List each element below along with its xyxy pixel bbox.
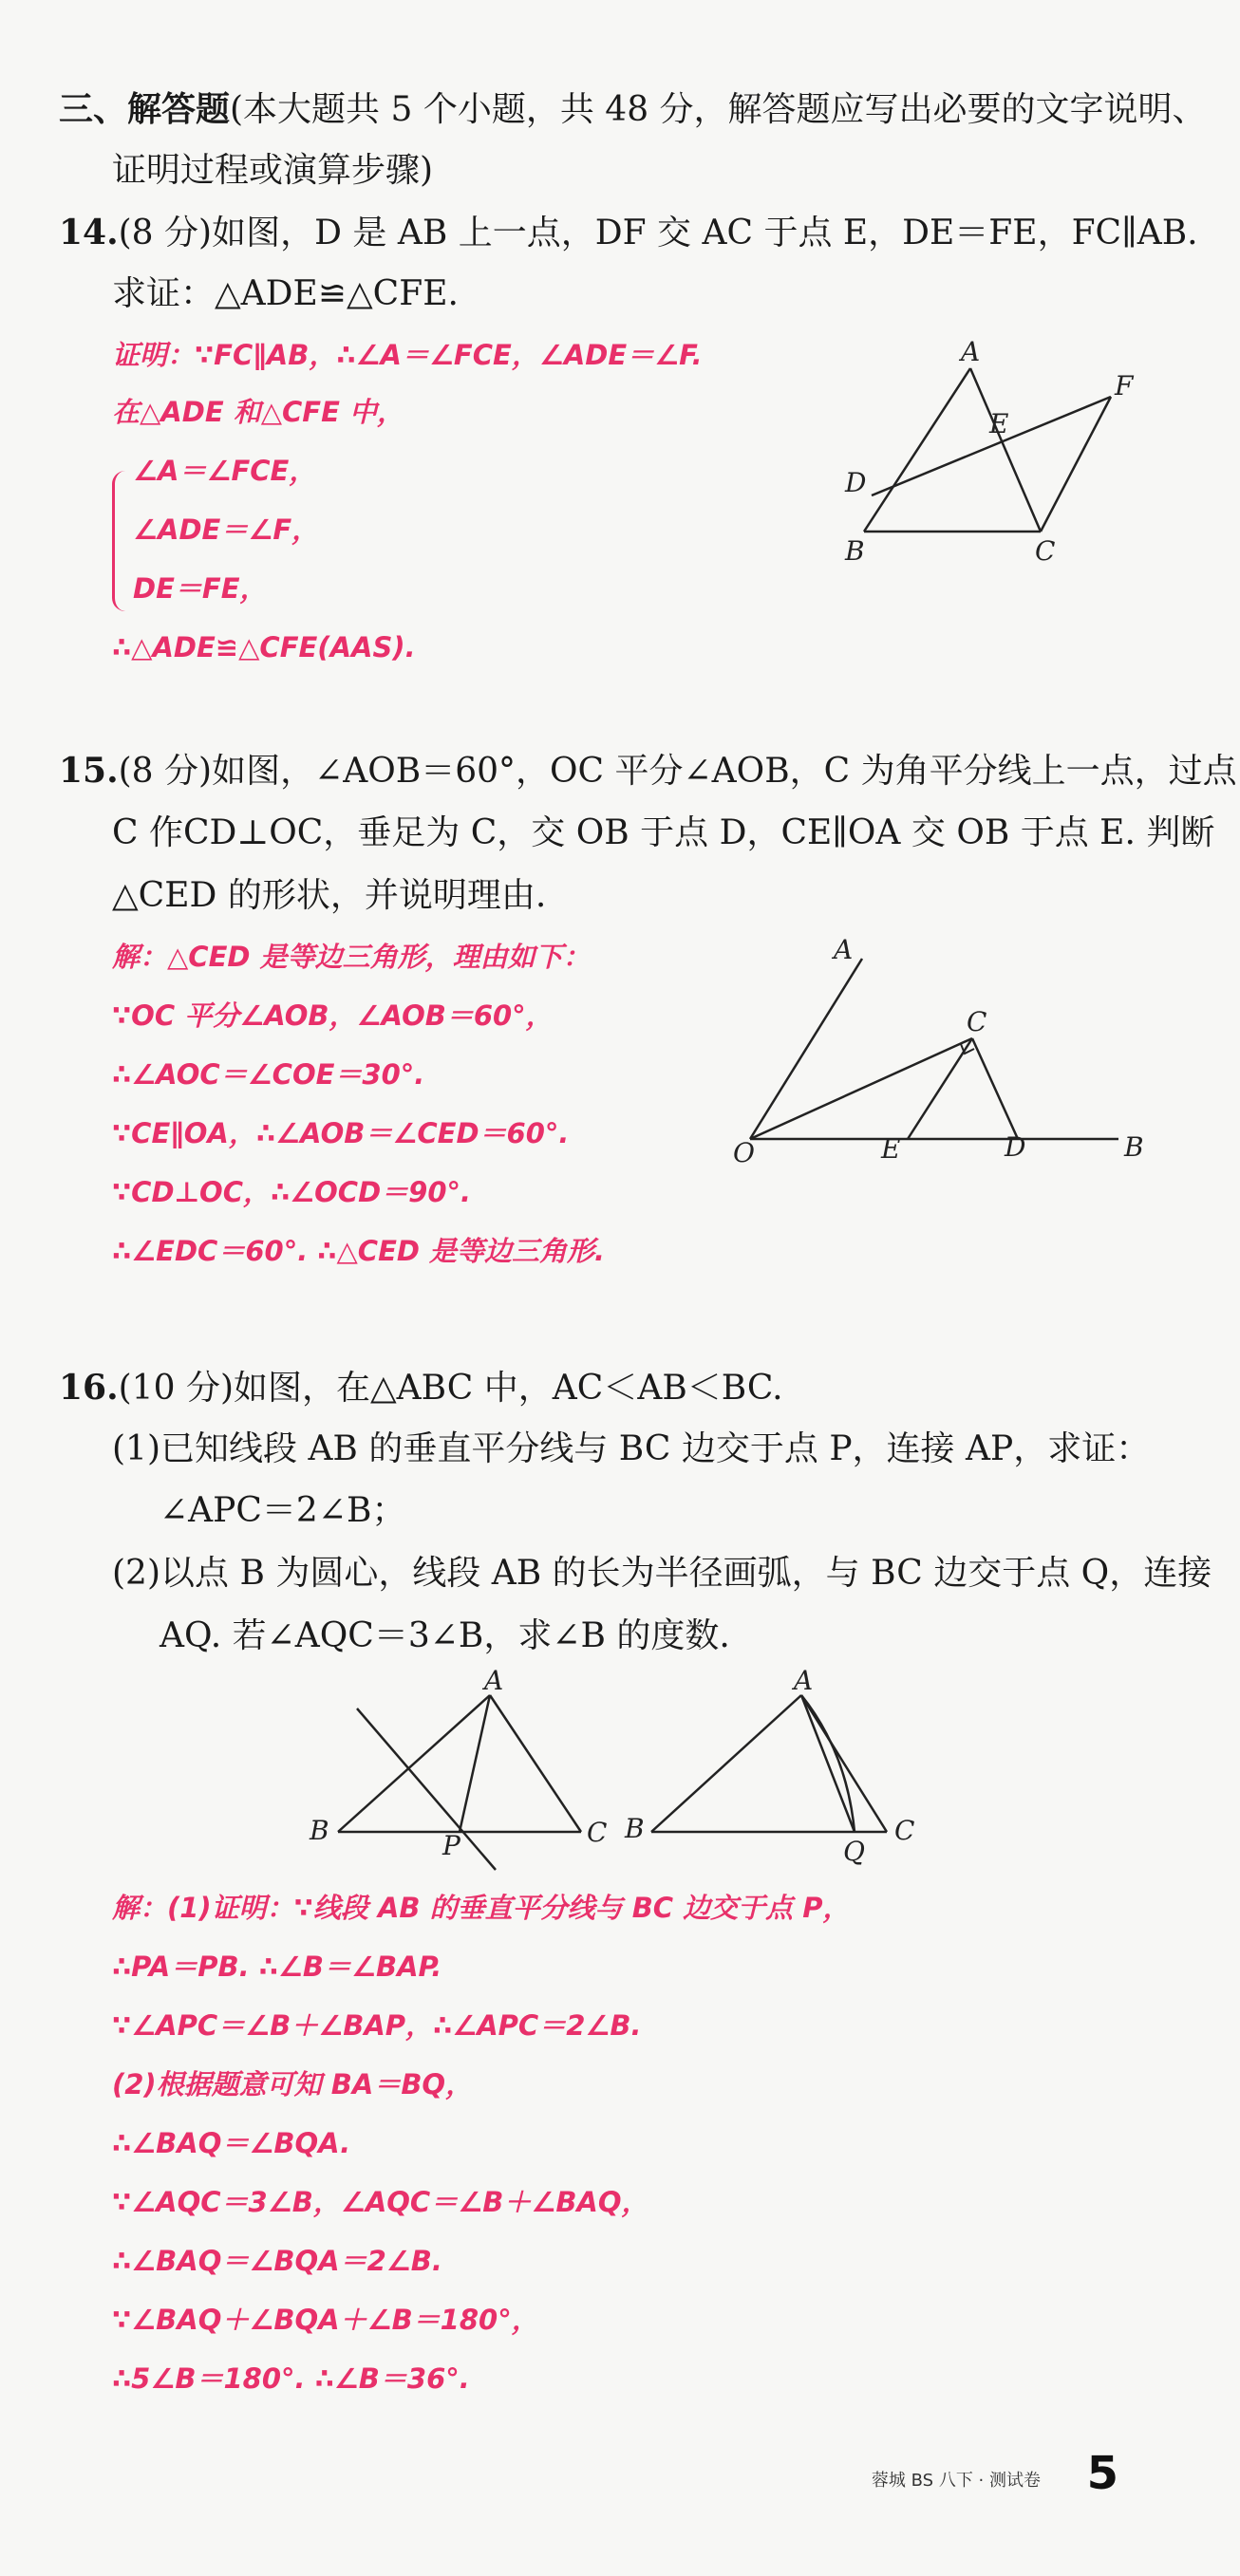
- q16-answer-line: 解：(1)证明：∵线段 AB 的垂直平分线与 BC 边交于点 P，: [112, 1892, 851, 1924]
- q15-figure: [722, 934, 1158, 1177]
- q15-label-d: D: [1005, 1131, 1026, 1163]
- q16-line3: ∠APC＝2∠B；: [160, 1491, 406, 1530]
- q14-answer-line: 在△ADE 和△CFE 中，: [112, 396, 405, 428]
- section-title: 三、解答题: [59, 89, 231, 129]
- q16-fig2-label-q: Q: [843, 1836, 865, 1867]
- q15-line1: [59, 750, 1237, 793]
- q14-label-a: A: [961, 336, 981, 367]
- q16-text1: (10 分)如图，在△ABC 中，AC＜AB＜BC.: [118, 1369, 783, 1408]
- q15-ray-oa: [750, 959, 862, 1139]
- q14-line2: 求证：△ADE≌△CFE.: [112, 274, 459, 313]
- q16-answer-line: ∴5∠B＝180°. ∴∠B＝36°.: [112, 2362, 470, 2395]
- q14-label-d: D: [845, 467, 867, 498]
- q16-figure-2: [617, 1665, 921, 1898]
- q16-fig1-label-c: C: [587, 1817, 608, 1848]
- q14-answer-brace: [112, 471, 128, 611]
- q14-label-f: F: [1115, 370, 1134, 401]
- q14-answer-line: DE＝FE，: [133, 572, 268, 605]
- q16-answer-line: ∵∠AQC＝3∠B，∠AQC＝∠B＋∠BAQ，: [112, 2186, 649, 2218]
- q14-answer-line: ∴△ADE≌△CFE(AAS).: [112, 631, 416, 663]
- q15-answer-line: ∵CE∥OA，∴∠AOB＝∠CED＝60°.: [112, 1117, 570, 1149]
- q15-label-o: O: [733, 1137, 755, 1168]
- q15-number: 15.: [59, 751, 119, 791]
- q16-answer-line: ∵∠BAQ＋∠BQA＋∠B＝180°，: [112, 2304, 539, 2336]
- q15-label-e: E: [881, 1133, 901, 1165]
- q15-line2: C 作CD⊥OC，垂足为 C，交 OB 于点 D，CE∥OA 交 OB 于点 E. 判断: [112, 813, 1215, 852]
- q16-answer-line: ∵∠APC＝∠B＋∠BAP，∴∠APC＝2∠B.: [112, 2009, 642, 2042]
- q15-answer-line: ∴∠AOC＝∠COE＝30°.: [112, 1058, 425, 1091]
- q16-fig1-segment-ap: [460, 1695, 490, 1832]
- q16-answer-line: ∴∠BAQ＝∠BQA.: [112, 2127, 351, 2159]
- q16-answer-line: (2)根据题意可知 BA＝BQ，: [112, 2068, 474, 2100]
- q16-fig1-label-p: P: [442, 1830, 460, 1861]
- q15-label-b: B: [1124, 1131, 1144, 1163]
- q16-fig1-segment-ab: [338, 1695, 490, 1832]
- q16-fig1-perpendicular-bisector: [357, 1708, 496, 1870]
- q14-label-b: B: [845, 535, 865, 567]
- q16-fig2-label-a: A: [794, 1665, 814, 1696]
- q14-label-e: E: [989, 408, 1009, 439]
- q14-segment-ab: [864, 368, 970, 532]
- q14-segment-cf: [1041, 397, 1111, 532]
- q16-line1: [59, 1367, 783, 1409]
- q16-answer-line: ∴PA＝PB. ∴∠B＝∠BAP.: [112, 1951, 442, 1983]
- section-desc-line2: 证明过程或演算步骤): [112, 151, 434, 190]
- q14-answer-line: 证明：∵FC∥AB，∴∠A＝∠FCE，∠ADE＝∠F.: [112, 339, 703, 371]
- q14-label-c: C: [1035, 535, 1056, 567]
- q16-line4: (2)以点 B 为圆心，线段 AB 的长为半径画弧，与 BC 边交于点 Q，连接: [112, 1554, 1212, 1593]
- q15-answer-line: 解：△CED 是等边三角形，理由如下：: [112, 941, 591, 973]
- section-desc: (本大题共 5 个小题，共 48 分，解答题应写出必要的文字说明、: [230, 90, 1207, 129]
- q16-fig2-label-b: B: [625, 1813, 645, 1844]
- q15-label-a: A: [834, 934, 854, 965]
- q16-fig2-segment-ac: [801, 1695, 887, 1832]
- q16-figure-1: [300, 1665, 608, 1898]
- q15-answer-line: ∴∠EDC＝60°. ∴△CED 是等边三角形.: [112, 1235, 606, 1267]
- q16-number: 16.: [59, 1368, 119, 1408]
- page-number: 5: [1086, 2447, 1118, 2500]
- section-header: [59, 88, 1207, 131]
- q16-line5: AQ. 若∠AQC＝3∠B，求∠B 的度数.: [160, 1616, 730, 1655]
- q16-fig2-label-c: C: [894, 1815, 915, 1846]
- q15-text1: (8 分)如图，∠AOB＝60°，OC 平分∠AOB，C 为角平分线上一点，过点: [118, 752, 1237, 791]
- q16-fig1-label-a: A: [484, 1665, 504, 1696]
- q14-number: 14.: [59, 213, 119, 252]
- q15-answer-line: ∵OC 平分∠AOB，∠AOB＝60°，: [112, 999, 554, 1032]
- footer-book-title: 蓉城 BS 八下 · 测试卷: [871, 2471, 1041, 2491]
- q15-segment-cd: [972, 1038, 1018, 1139]
- q14-line1: [59, 212, 1198, 254]
- q16-line2: (1)已知线段 AB 的垂直平分线与 BC 边交于点 P，连接 AP，求证：: [112, 1429, 1151, 1468]
- q16-fig1-label-b: B: [310, 1815, 329, 1846]
- q14-answer-line: ∠A＝∠FCE，: [133, 455, 317, 487]
- q14-figure: [826, 336, 1149, 569]
- q15-answer-line: ∵CD⊥OC，∴∠OCD＝90°.: [112, 1176, 472, 1208]
- q16-answer-line: ∴∠BAQ＝∠BQA＝2∠B.: [112, 2245, 442, 2277]
- q14-text1: (8 分)如图，D 是 AB 上一点，DF 交 AC 于点 E，DE＝FE，FC∥AB.: [118, 214, 1198, 252]
- q14-answer-line: ∠ADE＝∠F，: [133, 513, 320, 546]
- q15-line3: △CED 的形状，并说明理由.: [112, 876, 547, 915]
- q16-fig2-segment-ab: [651, 1695, 801, 1832]
- q16-fig1-segment-ac: [490, 1695, 581, 1832]
- q15-label-c: C: [967, 1006, 987, 1037]
- q16-fig2-segment-aq: [801, 1695, 855, 1832]
